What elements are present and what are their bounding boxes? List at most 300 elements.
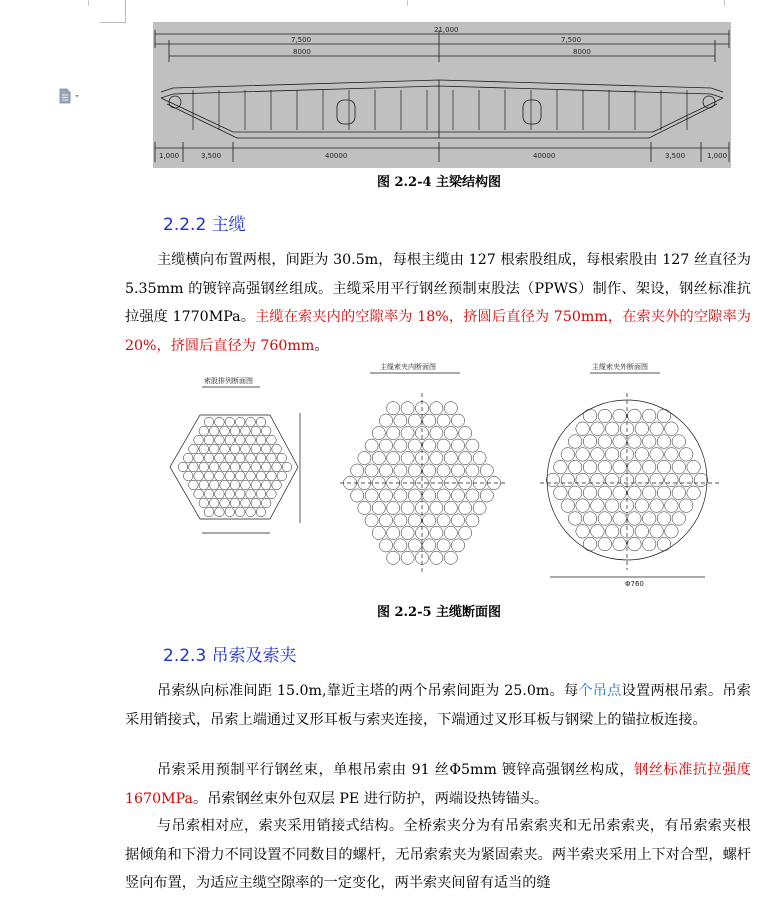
strand-circle [672, 435, 686, 449]
strand-circle [591, 448, 605, 462]
strand-circle [554, 460, 568, 474]
strand-circle [204, 471, 214, 481]
strand-circle [199, 498, 209, 508]
strand-circle [635, 422, 649, 436]
strand-circle [598, 537, 612, 551]
strand-circle [613, 435, 627, 449]
strand-circle [437, 539, 450, 552]
strand-circle [444, 427, 457, 440]
strand-circle [451, 489, 464, 502]
strand-circle [401, 551, 414, 564]
strand-circle [408, 514, 421, 527]
strand-circle [687, 460, 701, 474]
strand-circle [561, 448, 575, 462]
strand-circle [241, 480, 251, 490]
strand-circle [230, 444, 240, 454]
strand-circle [451, 539, 464, 552]
strand-circle [679, 448, 693, 462]
strand-circle [199, 426, 209, 436]
strand-circle [451, 514, 464, 527]
strand-circle [437, 489, 450, 502]
highlighted-text-run: 个吊点 [578, 683, 622, 699]
strand-circle [277, 471, 287, 481]
strand-circle [401, 452, 414, 465]
dim-label: 7,500 [561, 36, 582, 44]
strand-circle [241, 462, 251, 472]
strand-circle [408, 464, 421, 477]
strand-circle [598, 486, 612, 500]
strand-circle [379, 464, 392, 477]
dim-label: 40000 [533, 152, 556, 160]
strand-circle [605, 422, 619, 436]
strand-circle [261, 480, 271, 490]
strand-circle [365, 439, 378, 452]
strand-circle [473, 452, 486, 465]
strand-circle [635, 448, 649, 462]
strand-circle [576, 422, 590, 436]
strand-circle [194, 489, 204, 499]
paste-options-icon[interactable] [58, 88, 84, 104]
strand-circle [605, 448, 619, 462]
strand-circle [459, 526, 472, 539]
strand-circle [423, 539, 436, 552]
main-cable-section-figure [160, 355, 740, 595]
strand-circle [598, 460, 612, 474]
strand-circle [679, 499, 693, 513]
strand-circle [267, 471, 277, 481]
strand-circle [613, 486, 627, 500]
strand-circle [591, 499, 605, 513]
strand-circle [372, 452, 385, 465]
strand-circle [379, 539, 392, 552]
strand-circle [430, 526, 443, 539]
strand-circle [466, 489, 479, 502]
strand-circle [568, 512, 582, 526]
strand-circle [650, 473, 664, 487]
strand-circle [256, 435, 266, 445]
strand-circle [387, 551, 400, 564]
strand-circle [657, 486, 671, 500]
strand-circle [628, 460, 642, 474]
strand-circle [583, 537, 597, 551]
strand-circle [277, 453, 287, 463]
strand-circle [230, 480, 240, 490]
dimension-label: Φ760 [625, 580, 644, 588]
strand-circle [225, 471, 235, 481]
strand-circle [672, 512, 686, 526]
strand-circle [628, 537, 642, 551]
strand-circle [466, 464, 479, 477]
strand-circle [480, 489, 493, 502]
strand-circle [561, 473, 575, 487]
strand-circle [372, 427, 385, 440]
strand-circle [401, 501, 414, 514]
strand-circle [241, 426, 251, 436]
strand-circle [591, 473, 605, 487]
strand-circle [365, 464, 378, 477]
strand-circle [261, 444, 271, 454]
strand-circle [246, 489, 256, 499]
highlighted-text-run: 主缆在索夹内的空隙率为 18%，挤圆后直径为 750mm，在索夹外的空隙率为 20%，挤圆后直径为 760mm [125, 309, 751, 354]
strand-circle [387, 452, 400, 465]
strand-circle [215, 471, 225, 481]
strand-circle [430, 551, 443, 564]
section-heading: 2.2.2 主缆 [163, 215, 246, 235]
strand-circle [650, 422, 664, 436]
strand-circle [459, 427, 472, 440]
strand-circle [694, 473, 708, 487]
strand-circle [246, 507, 256, 517]
strand-circle [220, 498, 230, 508]
strand-circle [635, 473, 649, 487]
strand-circle [241, 444, 251, 454]
strand-circle [628, 409, 642, 423]
strand-circle [261, 426, 271, 436]
strand-circle [642, 435, 656, 449]
dim-label: 3,500 [201, 152, 222, 160]
strand-circle [591, 422, 605, 436]
strand-circle [613, 537, 627, 551]
strand-circle [437, 414, 450, 427]
strand-circle [225, 489, 235, 499]
dim-label: 40000 [325, 152, 348, 160]
strand-circle [583, 512, 597, 526]
strand-circle [466, 439, 479, 452]
dim-label: 3,500 [665, 152, 686, 160]
strand-circle [650, 499, 664, 513]
strand-circle [220, 426, 230, 436]
strand-circle [437, 514, 450, 527]
page-corner-mark [125, 0, 126, 22]
strand-circle [451, 464, 464, 477]
strand-circle [394, 414, 407, 427]
section-heading: 2.2.3 吊索及索夹 [163, 646, 297, 666]
strand-circle [394, 464, 407, 477]
strand-circle [272, 444, 282, 454]
strand-circle [199, 480, 209, 490]
strand-circle [256, 453, 266, 463]
strand-circle [394, 514, 407, 527]
strand-circle [546, 473, 560, 487]
strand-circle [209, 480, 219, 490]
strand-circle [209, 498, 219, 508]
text-run: 主缆横向布置两根，间距为 30.5m，每根主缆由 127 根索股组成，每根索股由 127 丝直径为 5.35mm 的镀锌高强钢丝组成。主缆采用平行钢丝预制束股法（PPWS）制作、架设，钢丝标准抗拉强度 1770MPa。 [125, 252, 751, 325]
strand-circle [215, 453, 225, 463]
strand-circle [665, 525, 679, 539]
strand-circle [209, 426, 219, 436]
figure-caption: 图 2.2-4 主梁结构图 [376, 175, 502, 190]
strand-circle [657, 409, 671, 423]
strand-circle [194, 471, 204, 481]
dim-label: 7,500 [291, 36, 312, 44]
strand-circle [365, 489, 378, 502]
strand-circle [408, 539, 421, 552]
strand-circle [387, 402, 400, 415]
strand-circle [209, 462, 219, 472]
sub-figure-title: 主缆索夹外断面图 [592, 363, 648, 371]
strand-circle [635, 499, 649, 513]
strand-circle [451, 414, 464, 427]
strand-circle [204, 489, 214, 499]
strand-circle [379, 514, 392, 527]
strand-circle [235, 489, 245, 499]
strand-circle [657, 435, 671, 449]
strand-circle [679, 473, 693, 487]
strand-circle [215, 507, 225, 517]
dim-label: 8000 [573, 48, 591, 56]
strand-circle [387, 526, 400, 539]
strand-circle [665, 448, 679, 462]
strand-circle [251, 498, 261, 508]
strand-circle [583, 409, 597, 423]
strand-circle [394, 439, 407, 452]
strand-circle [194, 453, 204, 463]
strand-circle [225, 417, 235, 427]
strand-circle [199, 444, 209, 454]
strand-circle [408, 439, 421, 452]
strand-circle [444, 551, 457, 564]
strand-circle [401, 526, 414, 539]
strand-circle [215, 489, 225, 499]
strand-circle [444, 402, 457, 415]
strand-circle [480, 464, 493, 477]
strand-circle [387, 427, 400, 440]
strand-circle [459, 452, 472, 465]
strand-circle [215, 417, 225, 427]
strand-circle [241, 498, 251, 508]
strand-circle [561, 499, 575, 513]
strand-circle [423, 439, 436, 452]
strand-circle [220, 444, 230, 454]
strand-circle [423, 489, 436, 502]
strand-circle [251, 444, 261, 454]
strand-circle [189, 462, 199, 472]
strand-circle [235, 507, 245, 517]
text-run: 吊索采用预制平行钢丝束，单根吊索由 91 丝Φ5mm 镀锌高强钢丝构成， [157, 762, 635, 778]
strand-circle [598, 435, 612, 449]
strand-circle [408, 489, 421, 502]
strand-circle [613, 409, 627, 423]
strand-circle [430, 427, 443, 440]
paragraph [125, 812, 751, 898]
dim-label: 1,000 [707, 152, 728, 160]
strand-circle [583, 460, 597, 474]
page-corner-mark [100, 0, 126, 23]
strand-circle [225, 435, 235, 445]
dim-label: 8000 [293, 48, 311, 56]
strand-circle [215, 435, 225, 445]
highlighted-text-run: 钢丝标准抗拉强度 1670MPa [125, 762, 751, 807]
strand-circle [672, 460, 686, 474]
strand-circle [591, 525, 605, 539]
text-run: 吊索纵向标准间距 15.0m,靠近主塔的两个吊索间距为 25.0m。每 [157, 683, 579, 699]
strand-circle [387, 501, 400, 514]
text-run: 设置两根吊索。吊索采用销接式，吊索上端通过叉形耳板与索夹连接，下端通过叉形耳板与钢梁上的锚拉板连接。 [125, 683, 751, 728]
strand-circle [583, 486, 597, 500]
strand-circle [230, 426, 240, 436]
ruler-tick [724, 0, 725, 6]
strand-circle [430, 402, 443, 415]
strand-circle [230, 462, 240, 472]
strand-circle [466, 514, 479, 527]
strand-circle [583, 435, 597, 449]
strand-circle [204, 453, 214, 463]
paragraph [125, 677, 751, 734]
strand-circle [628, 512, 642, 526]
strand-circle [178, 462, 188, 472]
strand-circle [401, 402, 414, 415]
strand-circle [423, 414, 436, 427]
strand-circle [246, 453, 256, 463]
paragraph [125, 756, 751, 813]
strand-circle [256, 489, 266, 499]
strand-circle [642, 409, 656, 423]
strand-circle [672, 486, 686, 500]
dim-label: 21,000 [434, 26, 459, 34]
strand-circle [225, 453, 235, 463]
strand-circle [635, 525, 649, 539]
strand-circle [235, 435, 245, 445]
ruler-tick [88, 0, 89, 6]
paragraph [125, 246, 751, 360]
strand-circle [204, 435, 214, 445]
strand-circle [372, 526, 385, 539]
strand-circle [267, 435, 277, 445]
strand-circle [628, 486, 642, 500]
strand-circle [657, 460, 671, 474]
strand-circle [379, 439, 392, 452]
strand-circle [665, 499, 679, 513]
strand-circle [568, 460, 582, 474]
strand-circle [598, 512, 612, 526]
strand-hexagon-outline [170, 415, 298, 519]
strand-circle [401, 427, 414, 440]
strand-circle [568, 486, 582, 500]
strand-circle [351, 489, 364, 502]
strand-circle [459, 501, 472, 514]
chevron-down-icon [75, 95, 79, 98]
sub-figure-title: 索股排列断面图 [204, 377, 253, 385]
strand-circle [568, 435, 582, 449]
strand-circle [598, 409, 612, 423]
main-girder-structure-figure [153, 22, 731, 168]
strand-circle [183, 471, 193, 481]
strand-circle [437, 464, 450, 477]
strand-circle [444, 501, 457, 514]
strand-circle [554, 486, 568, 500]
strand-circle [642, 537, 656, 551]
strand-circle [613, 460, 627, 474]
strand-circle [251, 462, 261, 472]
strand-circle [235, 417, 245, 427]
strand-circle [444, 452, 457, 465]
strand-circle [183, 453, 193, 463]
strand-circle [365, 514, 378, 527]
strand-circle [576, 448, 590, 462]
strand-circle [204, 507, 214, 517]
strand-circle [605, 525, 619, 539]
strand-circle [235, 471, 245, 481]
strand-circle [605, 473, 619, 487]
strand-circle [251, 426, 261, 436]
text-run: 。 [314, 337, 329, 354]
sub-figure-title: 主缆索夹内断面图 [380, 363, 436, 371]
strand-circle [613, 512, 627, 526]
strand-circle [272, 462, 282, 472]
strand-circle [225, 507, 235, 517]
strand-circle [628, 435, 642, 449]
strand-circle [473, 501, 486, 514]
figure-caption: 图 2.2-5 主缆断面图 [376, 605, 502, 620]
strand-circle [451, 439, 464, 452]
strand-circle [687, 486, 701, 500]
strand-circle [220, 480, 230, 490]
strand-circle [358, 452, 371, 465]
strand-circle [444, 526, 457, 539]
ruler-tick [407, 0, 408, 6]
strand-circle [261, 462, 271, 472]
strand-circle [576, 473, 590, 487]
strand-circle [189, 480, 199, 490]
strand-circle [272, 480, 282, 490]
strand-circle [650, 525, 664, 539]
text-run: 。吊索钢丝束外包双层 PE 进行防护，两端设热铸锚头。 [193, 790, 549, 807]
strand-circle [251, 480, 261, 490]
strand-circle [235, 453, 245, 463]
strand-circle [256, 417, 266, 427]
strand-circle [423, 514, 436, 527]
strand-circle [576, 525, 590, 539]
strand-circle [430, 452, 443, 465]
strand-circle [423, 464, 436, 477]
strand-circle [189, 444, 199, 454]
strand-circle [194, 435, 204, 445]
strand-circle [351, 464, 364, 477]
strand-circle [657, 512, 671, 526]
strand-circle [650, 448, 664, 462]
strand-circle [642, 512, 656, 526]
dim-label: 1,000 [159, 152, 180, 160]
strand-circle [220, 462, 230, 472]
strand-circle [246, 435, 256, 445]
strand-circle [408, 414, 421, 427]
strand-circle [576, 499, 590, 513]
strand-circle [430, 501, 443, 514]
strand-circle [256, 471, 266, 481]
strand-circle [256, 507, 266, 517]
strand-circle [209, 444, 219, 454]
strand-circle [246, 471, 256, 481]
strand-circle [261, 498, 271, 508]
strand-circle [665, 422, 679, 436]
text-run: 与吊索相对应，索夹采用销接式结构。全桥索夹分为有吊索索夹和无吊索索夹，有吊索索夹根据倾角和下滑力不同设置不同数目的螺杆，无吊索索夹为紧固索夹。两半索夹采用上下对合型，螺杆竖向布置，为适应主缆空隙率的一定变化，两半索夹间留有适当的缝 [125, 818, 751, 891]
strand-circle [605, 499, 619, 513]
strand-circle [267, 453, 277, 463]
strand-circle [394, 539, 407, 552]
strand-circle [379, 489, 392, 502]
strand-circle [657, 537, 671, 551]
strand-circle [642, 486, 656, 500]
strand-circle [230, 498, 240, 508]
strand-circle [246, 417, 256, 427]
strand-circle [358, 501, 371, 514]
strand-circle [665, 473, 679, 487]
strand-circle [204, 417, 214, 427]
strand-circle [437, 439, 450, 452]
strand-circle [379, 414, 392, 427]
strand-circle [372, 501, 385, 514]
strand-circle [267, 489, 277, 499]
